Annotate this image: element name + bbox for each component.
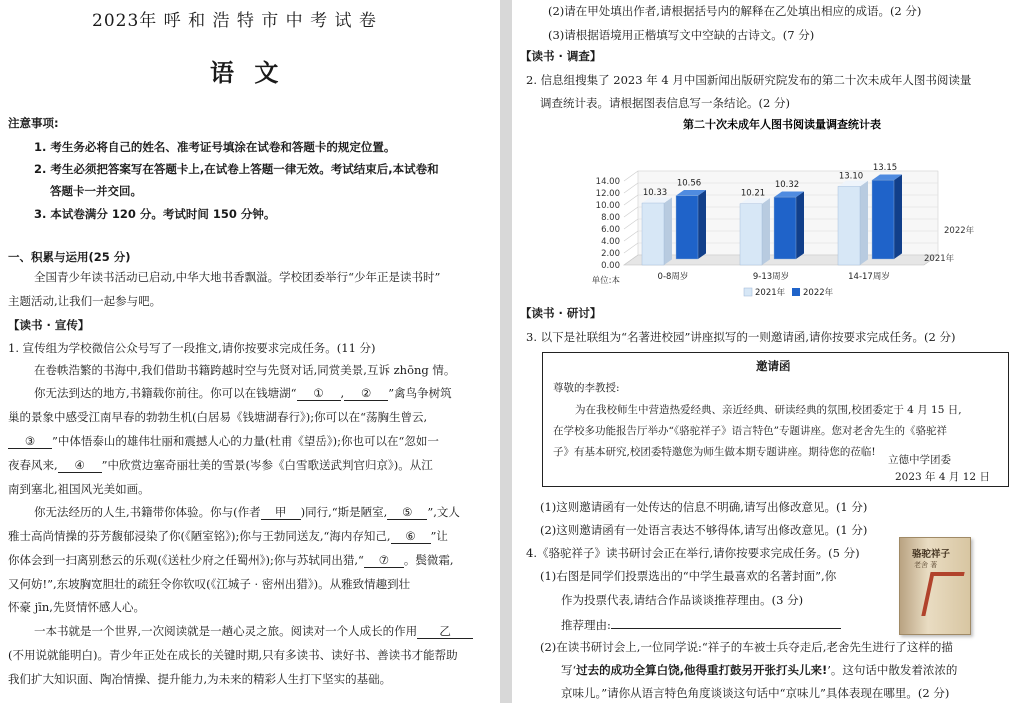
question-4-1-line-1: (1)右图是同学们投票选出的“中学生最喜欢的名著封面”,你: [540, 569, 837, 583]
passage-line-12: 一本书就是一个世界,一次阅读就是一趟心灵之旅。阅读对一个人成长的作用 乙: [34, 624, 473, 639]
passage-line-1: 在卷帙浩繁的书海中,我们借助书籍跨越时空与先贤对话,同赏美景,互诉 zhōng 情。: [34, 363, 456, 377]
data-label-2022: 10.32: [774, 180, 800, 191]
question-4-1-line-2: 作为投票代表,请结合作品谈谈推荐理由。(3 分): [561, 593, 804, 607]
x-tick-label: 9-13周岁: [752, 272, 790, 282]
note-2: 2. 考生必须把答案写在答题卡上,在试卷上答题一律无效。考试结束后,本试卷和: [34, 162, 439, 176]
bar-2022-2-side: [894, 175, 902, 260]
sub-question-3: (3)请根据语境用正楷填写文中空缺的古诗文。(7 分): [548, 28, 815, 42]
passage-line-10: 又何妨!”,东坡胸宽胆壮的疏狂令你钦叹(《江城子 · 密州出猎》)。从雅致情趣到壮: [8, 577, 411, 591]
passage-line-3: 巢的景象中感受江南早春的勃勃生机(白居易《钱塘湖春行》);你可以在“荡胸生曾云,: [8, 410, 428, 424]
passage-line-7: 你无法经历的人生,书籍带你体验。你与(作者 甲 )同行,“斯是陋室, ⑤ ”,文人: [34, 505, 460, 519]
blank-6[interactable]: ⑥: [391, 529, 431, 544]
page-gutter: [500, 0, 512, 703]
tag-discuss: 【读书 · 研讨】: [520, 306, 602, 320]
left-page: [0, 0, 500, 703]
passage-line-5: 夜春风来, ④ ”中欣赏边塞奇丽壮美的雪景(岑参《白雪歌送武判官归京》)。从江: [8, 458, 433, 472]
blank-1[interactable]: ①: [297, 386, 341, 401]
data-label-2022: 10.56: [676, 178, 702, 189]
bar-2021-1-side: [762, 198, 770, 265]
y-tick-label: 6.00: [601, 225, 620, 235]
unit-label: 单位:本: [591, 276, 620, 286]
passage-line-9: 你体会到一扫离别愁云的乐观(《送杜少府之任蜀州》);你与苏轼同出猎,“ ⑦ 。鬓微霜,: [8, 553, 454, 567]
chart-gridline-side: [624, 219, 638, 229]
y-tick-label: 2.00: [601, 249, 620, 259]
bar-2022-0: [676, 196, 698, 259]
legend-swatch-2022: [792, 288, 800, 296]
letter-signer: 立德中学团委: [888, 454, 951, 466]
reading-survey-chart: [562, 112, 982, 308]
notes-heading: 注意事项:: [8, 116, 59, 130]
note-1: 1. 考生务必将自己的姓名、准考证号填涂在试卷和答题卡的规定位置。: [34, 140, 396, 154]
question-2-line-1: 2. 信息组搜集了 2023 年 4 月中国新闻出版研究院发布的第二十次未成年人图书阅读量: [526, 73, 972, 87]
question-4-2-line-1: (2)在读书研讨会上,一位同学说:“祥子的车被士兵夺走后,老舍先生进行了这样的描: [540, 640, 953, 654]
question-4: 4.《骆驼祥子》读书研讨会正在举行,请你按要求完成任务。(5 分): [526, 546, 860, 560]
blank-5[interactable]: ⑤: [387, 505, 427, 520]
legend-label-2021: 2021年: [755, 288, 786, 298]
bar-2022-1: [774, 197, 796, 259]
y-tick-label: 0.00: [601, 261, 620, 271]
passage-line-8: 雅士高尚情操的芬芳馥郁浸染了你(《陋室铭》);你与王勃同送友,“海内存知己, ⑥ ”让: [8, 529, 448, 543]
blank-4[interactable]: ④: [58, 458, 102, 473]
y-tick-label: 10.00: [595, 201, 620, 211]
bar-2021-2: [838, 186, 860, 265]
passage-line-13: (不用说就能明白)。青少年正处在成长的关键时期,只有多读书、读好书、善读书才能帮助: [8, 648, 458, 662]
bar-2021-0-side: [664, 197, 672, 265]
data-label-2021: 13.10: [838, 171, 864, 182]
question-3-1: (1)这则邀请函有一处传达的信息不明确,请写出修改意见。(1 分): [540, 500, 868, 514]
tag-promotion: 【读书 · 宣传】: [8, 318, 90, 332]
passage-line-4: ③ ”中体悟泰山的雄伟壮丽和震撼人心的力量(杜甫《望岳》);你也可以在“忽如一: [8, 434, 439, 449]
book-cover-image: [899, 537, 971, 635]
legend-label-2022: 2022年: [803, 288, 834, 298]
chart-gridline-side: [624, 243, 638, 253]
data-label-2021: 10.21: [740, 188, 766, 199]
book-cover-title: 骆驼祥子: [912, 549, 951, 560]
question-4-1-line-3: 推荐理由:: [561, 616, 841, 632]
blank-7[interactable]: ⑦: [364, 553, 404, 568]
sub-question-2: (2)请在甲处填出作者,请根据括号内的解释在乙处填出相应的成语。(2 分): [548, 4, 922, 18]
book-cover-author: 老舍 著: [914, 561, 938, 569]
chart-gridline-side: [624, 183, 638, 193]
question-3-2: (2)这则邀请函有一处语言表达不够得体,请写出修改意见。(1 分): [540, 523, 868, 537]
exam-title: 2023年 呼 和 浩 特 市 中 考 试 卷: [92, 11, 377, 31]
passage-line-2: 你无法到达的地方,书籍载你前往。你可以在钱塘湖“ ① , ② ”禽鸟争树筑: [34, 386, 452, 400]
letter-body-1: 为在我校师生中营造热爱经典、亲近经典、研读经典的氛围,校团委定于 4 月 15 日,: [575, 404, 962, 416]
chart-gridline-side: [624, 195, 638, 205]
bar-2021-1: [740, 204, 762, 265]
y-tick-label: 12.00: [595, 189, 620, 199]
blank-jia[interactable]: 甲: [261, 505, 301, 520]
chart-gridline-side: [624, 171, 638, 181]
tag-survey: 【读书 · 调查】: [520, 49, 602, 63]
note-3: 3. 本试卷满分 120 分。考试时间 150 分钟。: [34, 207, 276, 221]
chart-gridline-side: [624, 231, 638, 241]
letter-body-2: 在学校多功能报告厅举办“《骆驼祥子》语言特色”专题讲座。您对老舍先生的《骆驼祥: [553, 425, 947, 437]
y-tick-label: 4.00: [601, 237, 620, 247]
subject-title: 语 文: [210, 59, 285, 87]
section-1-heading: 一、积累与运用(25 分): [8, 250, 131, 264]
depth-label-2022: 2022年: [944, 226, 975, 236]
blank-yi[interactable]: 乙: [417, 624, 473, 639]
bar-2022-1-side: [796, 191, 804, 259]
bar-2022-0-side: [698, 190, 706, 259]
intro-line-1: 全国青少年读书活动已启动,中华大地书香飘溢。学校团委举行“少年正是读书时”: [34, 270, 441, 284]
blank-3[interactable]: ③: [8, 434, 52, 449]
data-label-2021: 10.33: [642, 188, 668, 199]
camel-illustration-icon: [921, 572, 964, 616]
letter-body-3: 子》有基本研究,校团委特邀您为师生做本期专题讲座。期待您的莅临!: [553, 446, 876, 458]
x-tick-label: 0-8周岁: [657, 272, 689, 282]
question-1: 1. 宣传组为学校微信公众号写了一段推文,请你按要求完成任务。(11 分): [8, 341, 376, 355]
question-2-line-2: 调查统计表。请根据图表信息写一条结论。(2 分): [540, 96, 790, 110]
letter-date: 2023 年 4 月 12 日: [895, 471, 990, 483]
bar-2022-2: [872, 180, 894, 259]
letter-title: 邀请函: [756, 359, 791, 373]
bar-2021-0: [642, 203, 664, 265]
intro-line-2: 主题活动,让我们一起参与吧。: [8, 294, 162, 308]
legend-swatch-2021: [744, 288, 752, 296]
bar-2021-2-side: [860, 181, 868, 265]
question-4-2-line-2: 写‘过去的成功全算白饶,他得重打鼓另开张打头儿来!’。这句话中散发着浓浓的: [561, 663, 958, 677]
depth-label-2021: 2021年: [924, 254, 955, 264]
invitation-letter: [542, 352, 1009, 487]
passage-line-6: 南到塞北,祖国风光美如画。: [8, 482, 150, 496]
note-2-cont: 答题卡一并交回。: [50, 184, 142, 198]
question-3: 3. 以下是社联组为“名著进校园”讲座拟写的一则邀请函,请你按要求完成任务。(2 分): [526, 330, 956, 344]
passage-line-11: 怀豪 jīn,先贤情怀感人心。: [8, 600, 145, 614]
blank-2[interactable]: ②: [344, 386, 388, 401]
recommend-answer-line[interactable]: [611, 616, 841, 629]
letter-greeting: 尊敬的李教授:: [553, 382, 620, 394]
passage-line-14: 我们扩大知识面、陶冶情操、提升能力,为未来的精彩人生打下坚实的基础。: [8, 672, 392, 686]
question-4-2-line-3: 京味儿。”请你从语言特色角度谈谈这句话中“京味儿”具体表现在哪里。(2 分): [561, 686, 950, 700]
data-label-2022: 13.15: [872, 163, 898, 174]
x-tick-label: 14-17周岁: [848, 272, 890, 282]
chart-gridline-side: [624, 207, 638, 217]
y-tick-label: 8.00: [601, 213, 620, 223]
y-tick-label: 14.00: [595, 177, 620, 187]
chart-title: 第二十次未成年人图书阅读量调查统计表: [683, 118, 881, 131]
